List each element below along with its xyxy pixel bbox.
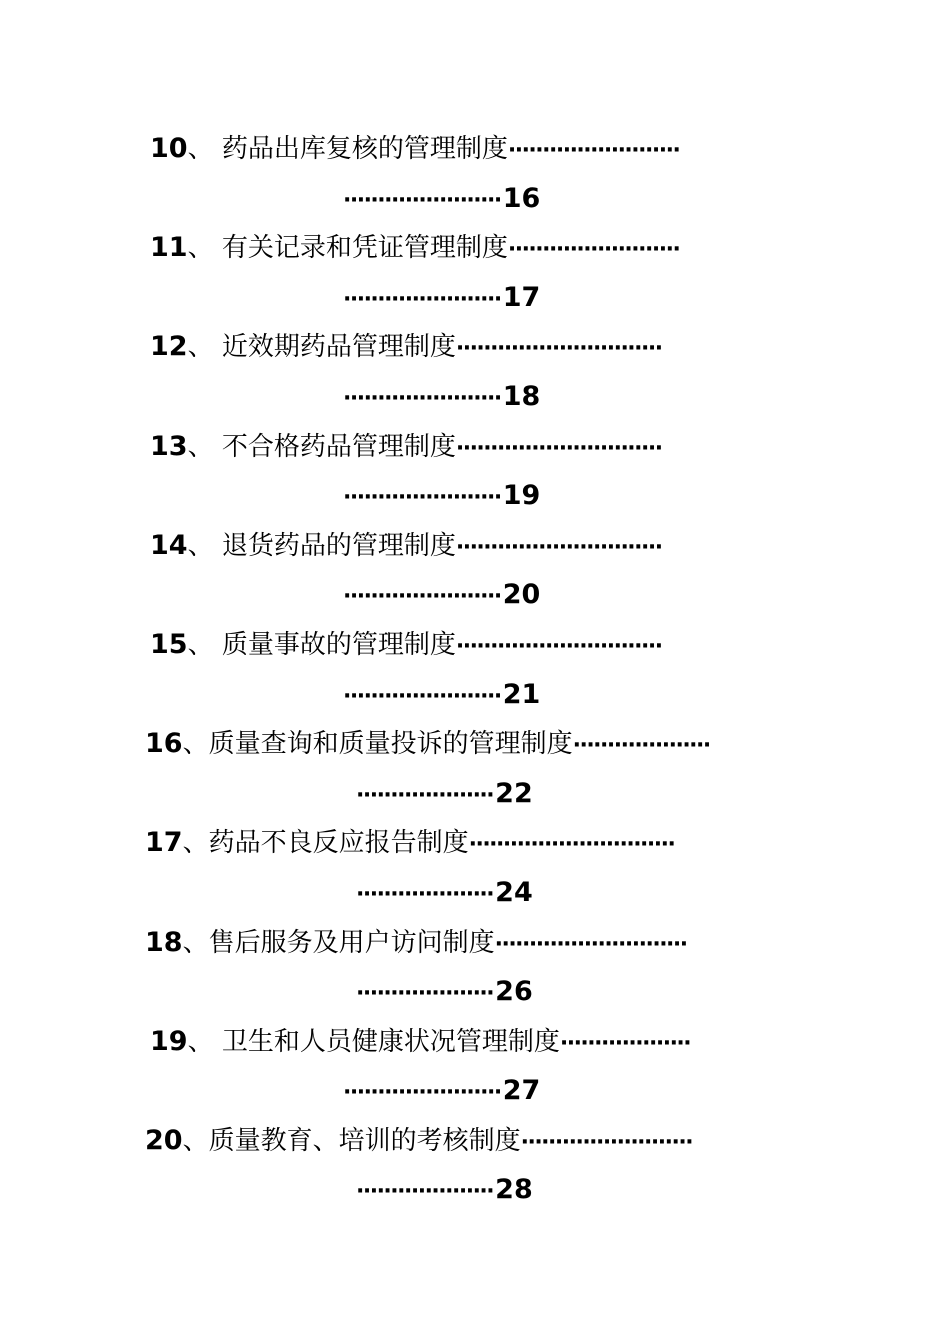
toc-leader-dots: ······························ <box>455 336 662 362</box>
toc-entry-number: 17 <box>145 827 183 859</box>
toc-leader-dots: ···················· <box>356 981 494 1007</box>
toc-entry-number: 19 <box>150 1025 188 1057</box>
toc-entry-title-line <box>0 223 950 273</box>
toc-leader-dots: ······················· <box>343 1080 501 1106</box>
toc-entry[interactable] <box>0 223 950 322</box>
toc-entry-page-number: 18 <box>502 380 541 412</box>
toc-entry-title-line <box>0 818 950 868</box>
toc-entry-title-line <box>0 620 950 670</box>
toc-entry-title: 质量教育、培训的考核制度 <box>208 1125 521 1156</box>
toc-entry[interactable] <box>0 1017 950 1116</box>
toc-entry-title: 质量事故的管理制度 <box>221 629 456 660</box>
toc-entry-title: 药品出库复核的管理制度 <box>221 134 508 164</box>
toc-leader-dots: ······················· <box>343 286 501 312</box>
toc-entry-page-line <box>0 967 950 1017</box>
toc-entry-page-number: 22 <box>495 777 533 809</box>
toc-leader-dots: ························· <box>507 138 680 163</box>
toc-entry-separator: 、 <box>187 233 222 264</box>
toc-entry-page-line <box>0 1165 950 1215</box>
toc-entry-page-line <box>0 1066 950 1116</box>
toc-entry-page-line <box>0 769 950 819</box>
toc-entry-separator: 、 <box>182 1125 209 1156</box>
toc-leader-dots: ······················· <box>343 683 501 709</box>
toc-entry-page-line <box>0 868 950 918</box>
toc-leader-dots: ······························ <box>455 633 662 659</box>
toc-leader-dots: ···················· <box>572 733 710 759</box>
toc-entry-page-number: 16 <box>502 182 541 214</box>
toc-leader-dots: ···························· <box>494 931 687 957</box>
toc-entry[interactable] <box>0 620 950 719</box>
toc-entry-page-line <box>0 372 950 422</box>
toc-entry-title: 质量查询和质量投诉的管理制度 <box>208 729 573 760</box>
toc-leader-dots: ······························ <box>455 534 662 560</box>
toc-entry-separator: 、 <box>187 332 222 363</box>
toc-entry-separator: 、 <box>182 927 209 958</box>
toc-entry-title: 不合格药品管理制度 <box>221 431 456 462</box>
toc-entry-separator: 、 <box>182 729 209 760</box>
toc-entry-title-line <box>0 124 950 174</box>
toc-entry[interactable] <box>0 719 950 818</box>
toc-entry-title: 售后服务及用户访问制度 <box>208 927 495 958</box>
toc-entry-page-number: 27 <box>502 1075 541 1107</box>
toc-entry-number: 18 <box>145 926 183 958</box>
toc-entry-title: 有关记录和凭证管理制度 <box>221 233 508 264</box>
toc-entry-page-line <box>0 174 950 224</box>
toc-leader-dots: ······················· <box>343 385 501 411</box>
toc-entry-title-line <box>0 1116 950 1166</box>
toc-leader-dots: ······················· <box>343 485 501 511</box>
toc-entry-title: 药品不良反应报告制度 <box>208 828 469 859</box>
toc-entry-page-number: 21 <box>502 678 541 710</box>
toc-entry-title-line <box>0 1017 950 1067</box>
toc-entry-number: 12 <box>150 331 188 363</box>
toc-entry-title-line <box>0 918 950 968</box>
toc-entry[interactable] <box>0 918 950 1017</box>
toc-entry-separator: 、 <box>187 530 222 561</box>
toc-leader-dots: ···················· <box>356 1179 494 1205</box>
toc-entry[interactable] <box>0 818 950 917</box>
toc-entry-page-number: 24 <box>495 876 533 908</box>
toc-entry-page-line <box>0 471 950 521</box>
toc-leader-dots: ························· <box>520 1129 693 1155</box>
toc-entry-separator: 、 <box>187 629 222 660</box>
toc-entry-number: 10 <box>150 133 188 164</box>
toc-entry-number: 13 <box>150 430 188 462</box>
toc-leader-dots: ························· <box>507 237 680 263</box>
toc-entry-number: 14 <box>150 529 188 561</box>
table-of-contents <box>0 124 950 1215</box>
toc-leader-dots: ······················· <box>343 187 501 213</box>
toc-entry-title: 卫生和人员健康状况管理制度 <box>221 1026 560 1057</box>
toc-entry[interactable] <box>0 521 950 620</box>
toc-leader-dots: ······························ <box>468 832 675 858</box>
toc-entry-page-line <box>0 670 950 720</box>
toc-entry[interactable] <box>0 322 950 421</box>
toc-entry-title-line <box>0 322 950 372</box>
toc-leader-dots: ···················· <box>356 881 494 907</box>
toc-entry-page-number: 28 <box>495 1174 533 1206</box>
toc-entry-title-line <box>0 521 950 571</box>
toc-entry-page-number: 19 <box>502 480 541 512</box>
toc-leader-dots: ··················· <box>559 1030 691 1056</box>
toc-entry[interactable] <box>0 422 950 521</box>
toc-entry-page-number: 20 <box>502 579 541 611</box>
toc-entry-number: 20 <box>145 1124 183 1156</box>
toc-entry-page-line <box>0 273 950 323</box>
toc-entry[interactable] <box>0 1116 950 1215</box>
toc-leader-dots: ······························ <box>455 435 662 461</box>
toc-entry-title: 近效期药品管理制度 <box>221 332 456 363</box>
toc-entry-separator: 、 <box>182 828 209 859</box>
toc-entry-number: 11 <box>150 232 188 264</box>
toc-entry-page-number: 17 <box>502 281 541 313</box>
toc-entry-title-line <box>0 422 950 472</box>
toc-entry[interactable] <box>0 124 950 223</box>
toc-entry-page-number: 26 <box>495 976 533 1008</box>
toc-entry-title: 退货药品的管理制度 <box>221 530 456 561</box>
toc-entry-separator: 、 <box>187 431 222 462</box>
toc-entry-separator: 、 <box>187 1026 222 1057</box>
toc-leader-dots: ···················· <box>356 782 494 808</box>
toc-entry-number: 15 <box>150 628 188 660</box>
toc-entry-page-line <box>0 570 950 620</box>
toc-entry-separator: 、 <box>187 134 222 164</box>
toc-entry-number: 16 <box>145 728 183 760</box>
toc-entry-title-line <box>0 719 950 769</box>
toc-leader-dots: ······················· <box>343 584 501 610</box>
